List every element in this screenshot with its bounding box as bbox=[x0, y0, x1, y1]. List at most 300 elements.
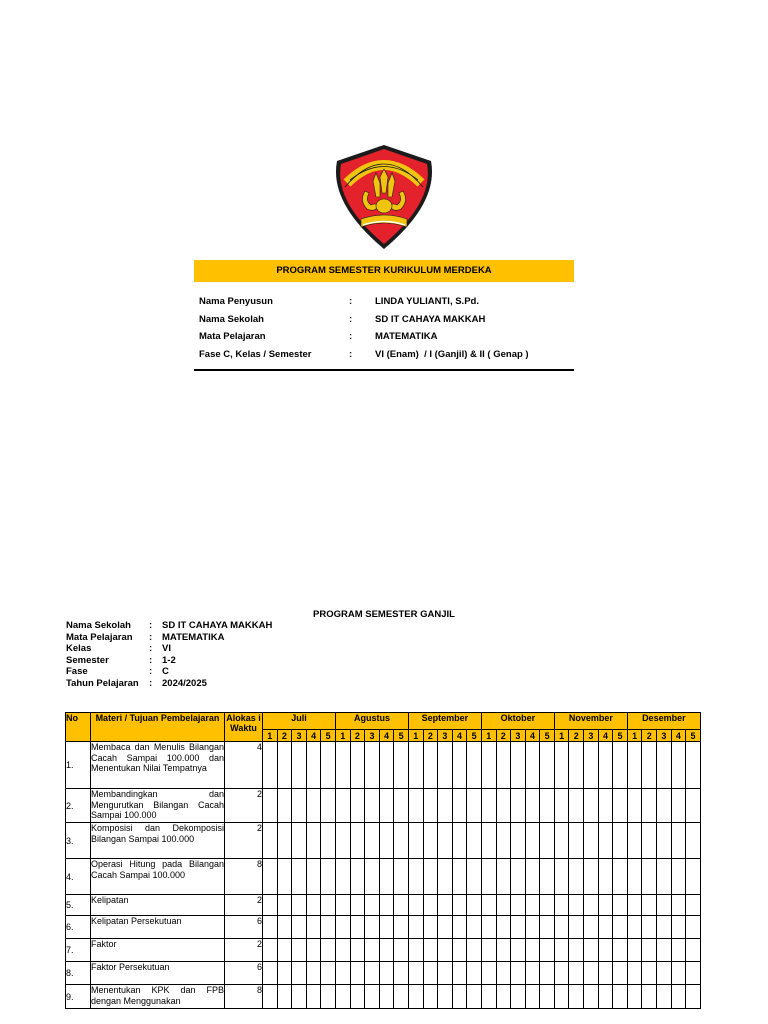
week-cell[interactable] bbox=[671, 742, 686, 789]
week-cell[interactable] bbox=[467, 939, 482, 962]
week-cell[interactable] bbox=[657, 742, 672, 789]
week-cell[interactable] bbox=[408, 823, 423, 859]
week-cell[interactable] bbox=[350, 859, 365, 895]
week-cell[interactable] bbox=[525, 962, 540, 985]
info-row-sekolah bbox=[199, 314, 574, 332]
week-cell[interactable] bbox=[263, 742, 278, 789]
meta-value: MATEMATIKA bbox=[162, 631, 225, 643]
week-cell[interactable] bbox=[263, 789, 278, 823]
semester-title: PROGRAM SEMESTER GANJIL bbox=[313, 609, 455, 620]
week-cell[interactable] bbox=[686, 823, 701, 859]
week-cell[interactable] bbox=[423, 789, 438, 823]
week-cell[interactable] bbox=[335, 962, 350, 985]
week-cell[interactable] bbox=[642, 789, 657, 823]
week-cell[interactable] bbox=[321, 939, 336, 962]
row-alokasi: 2 bbox=[225, 823, 263, 859]
week-cell[interactable] bbox=[321, 985, 336, 1009]
week-cell[interactable] bbox=[657, 859, 672, 895]
week-cell[interactable] bbox=[350, 789, 365, 823]
week-cell[interactable] bbox=[540, 916, 555, 939]
week-cell[interactable] bbox=[511, 859, 526, 895]
week-cell[interactable] bbox=[642, 962, 657, 985]
week-cell[interactable] bbox=[277, 789, 292, 823]
week-cell[interactable] bbox=[627, 859, 642, 895]
week-cell[interactable] bbox=[613, 985, 628, 1009]
week-cell[interactable] bbox=[686, 895, 701, 916]
week-cell[interactable] bbox=[525, 985, 540, 1009]
week-cell[interactable] bbox=[598, 859, 613, 895]
week-cell[interactable] bbox=[423, 895, 438, 916]
week-cell[interactable] bbox=[657, 985, 672, 1009]
week-cell[interactable] bbox=[598, 916, 613, 939]
week-cell[interactable] bbox=[306, 789, 321, 823]
week-cell[interactable] bbox=[452, 962, 467, 985]
week-cell[interactable] bbox=[496, 789, 511, 823]
week-cell[interactable] bbox=[686, 916, 701, 939]
week-cell[interactable] bbox=[292, 985, 307, 1009]
week-header: 2 bbox=[277, 730, 292, 742]
tut-wuri-handayani-logo bbox=[331, 143, 437, 251]
table-row bbox=[66, 823, 701, 859]
week-cell[interactable] bbox=[671, 823, 686, 859]
week-cell[interactable] bbox=[438, 916, 453, 939]
week-cell[interactable] bbox=[394, 962, 409, 985]
week-cell[interactable] bbox=[306, 962, 321, 985]
week-cell[interactable] bbox=[365, 916, 380, 939]
week-cell[interactable] bbox=[627, 789, 642, 823]
meta-colon: : bbox=[149, 654, 153, 666]
week-cell[interactable] bbox=[496, 962, 511, 985]
week-cell[interactable] bbox=[467, 789, 482, 823]
week-cell[interactable] bbox=[321, 823, 336, 859]
week-cell[interactable] bbox=[452, 789, 467, 823]
week-cell[interactable] bbox=[569, 789, 584, 823]
week-cell[interactable] bbox=[467, 895, 482, 916]
week-cell[interactable] bbox=[569, 962, 584, 985]
week-cell[interactable] bbox=[686, 742, 701, 789]
week-cell[interactable] bbox=[263, 823, 278, 859]
week-cell[interactable] bbox=[408, 985, 423, 1009]
week-cell[interactable] bbox=[365, 985, 380, 1009]
week-cell[interactable] bbox=[598, 823, 613, 859]
week-cell[interactable] bbox=[642, 916, 657, 939]
week-header: 3 bbox=[438, 730, 453, 742]
week-header: 3 bbox=[365, 730, 380, 742]
week-cell[interactable] bbox=[496, 985, 511, 1009]
week-cell[interactable] bbox=[554, 985, 569, 1009]
week-cell[interactable] bbox=[277, 916, 292, 939]
week-cell[interactable] bbox=[481, 939, 496, 962]
week-cell[interactable] bbox=[408, 962, 423, 985]
week-cell[interactable] bbox=[394, 939, 409, 962]
week-cell[interactable] bbox=[467, 962, 482, 985]
week-cell[interactable] bbox=[511, 985, 526, 1009]
week-cell[interactable] bbox=[365, 962, 380, 985]
week-cell[interactable] bbox=[423, 742, 438, 789]
week-cell[interactable] bbox=[277, 895, 292, 916]
week-cell[interactable] bbox=[554, 916, 569, 939]
week-cell[interactable] bbox=[657, 916, 672, 939]
week-cell[interactable] bbox=[263, 916, 278, 939]
row-alokasi: 2 bbox=[225, 789, 263, 823]
week-cell[interactable] bbox=[525, 742, 540, 789]
week-cell[interactable] bbox=[584, 962, 599, 985]
week-cell[interactable] bbox=[554, 895, 569, 916]
week-cell[interactable] bbox=[438, 859, 453, 895]
week-cell[interactable] bbox=[452, 823, 467, 859]
week-cell[interactable] bbox=[379, 895, 394, 916]
week-cell[interactable] bbox=[277, 962, 292, 985]
week-cell[interactable] bbox=[525, 939, 540, 962]
week-cell[interactable] bbox=[481, 859, 496, 895]
week-cell[interactable] bbox=[496, 742, 511, 789]
week-cell[interactable] bbox=[686, 962, 701, 985]
week-cell[interactable] bbox=[306, 859, 321, 895]
week-cell[interactable] bbox=[569, 985, 584, 1009]
week-cell[interactable] bbox=[394, 985, 409, 1009]
week-cell[interactable] bbox=[511, 895, 526, 916]
week-cell[interactable] bbox=[292, 859, 307, 895]
week-cell[interactable] bbox=[540, 742, 555, 789]
week-cell[interactable] bbox=[365, 859, 380, 895]
meta-colon: : bbox=[149, 643, 153, 654]
week-cell[interactable] bbox=[467, 985, 482, 1009]
week-cell[interactable] bbox=[438, 895, 453, 916]
week-cell[interactable] bbox=[525, 823, 540, 859]
week-cell[interactable] bbox=[408, 939, 423, 962]
week-cell[interactable] bbox=[511, 916, 526, 939]
week-cell[interactable] bbox=[423, 939, 438, 962]
week-cell[interactable] bbox=[467, 916, 482, 939]
week-cell[interactable] bbox=[569, 939, 584, 962]
week-cell[interactable] bbox=[627, 895, 642, 916]
week-cell[interactable] bbox=[569, 823, 584, 859]
week-cell[interactable] bbox=[569, 916, 584, 939]
week-cell[interactable] bbox=[481, 742, 496, 789]
week-cell[interactable] bbox=[671, 985, 686, 1009]
week-cell[interactable] bbox=[598, 939, 613, 962]
week-cell[interactable] bbox=[335, 916, 350, 939]
week-cell[interactable] bbox=[263, 859, 278, 895]
week-cell[interactable] bbox=[408, 859, 423, 895]
week-cell[interactable] bbox=[379, 985, 394, 1009]
week-cell[interactable] bbox=[321, 789, 336, 823]
week-cell[interactable] bbox=[481, 962, 496, 985]
week-cell[interactable] bbox=[423, 823, 438, 859]
week-cell[interactable] bbox=[481, 916, 496, 939]
week-cell[interactable] bbox=[394, 916, 409, 939]
week-cell[interactable] bbox=[554, 789, 569, 823]
week-cell[interactable] bbox=[613, 962, 628, 985]
week-cell[interactable] bbox=[292, 742, 307, 789]
week-cell[interactable] bbox=[540, 859, 555, 895]
week-cell[interactable] bbox=[554, 823, 569, 859]
week-cell[interactable] bbox=[306, 916, 321, 939]
week-cell[interactable] bbox=[394, 895, 409, 916]
week-cell[interactable] bbox=[686, 985, 701, 1009]
week-cell[interactable] bbox=[394, 742, 409, 789]
week-cell[interactable] bbox=[350, 895, 365, 916]
info-label: Nama Sekolah bbox=[199, 313, 264, 325]
week-cell[interactable] bbox=[467, 742, 482, 789]
week-cell[interactable] bbox=[496, 939, 511, 962]
week-cell[interactable] bbox=[277, 939, 292, 962]
week-cell[interactable] bbox=[335, 985, 350, 1009]
week-cell[interactable] bbox=[350, 962, 365, 985]
week-cell[interactable] bbox=[613, 916, 628, 939]
week-cell[interactable] bbox=[423, 916, 438, 939]
week-cell[interactable] bbox=[379, 962, 394, 985]
week-cell[interactable] bbox=[452, 742, 467, 789]
week-cell[interactable] bbox=[540, 962, 555, 985]
week-cell[interactable] bbox=[584, 823, 599, 859]
week-cell[interactable] bbox=[350, 985, 365, 1009]
week-cell[interactable] bbox=[686, 939, 701, 962]
week-cell[interactable] bbox=[598, 895, 613, 916]
week-cell[interactable] bbox=[277, 859, 292, 895]
week-cell[interactable] bbox=[292, 916, 307, 939]
week-cell[interactable] bbox=[438, 789, 453, 823]
week-cell[interactable] bbox=[642, 742, 657, 789]
week-cell[interactable] bbox=[554, 962, 569, 985]
week-cell[interactable] bbox=[540, 939, 555, 962]
week-cell[interactable] bbox=[671, 789, 686, 823]
week-cell[interactable] bbox=[350, 939, 365, 962]
week-cell[interactable] bbox=[394, 823, 409, 859]
week-cell[interactable] bbox=[335, 895, 350, 916]
week-cell[interactable] bbox=[452, 916, 467, 939]
week-cell[interactable] bbox=[671, 916, 686, 939]
info-value: LINDA YULIANTI, S.Pd. bbox=[375, 296, 479, 307]
week-cell[interactable] bbox=[438, 962, 453, 985]
week-cell[interactable] bbox=[525, 916, 540, 939]
week-cell[interactable] bbox=[306, 823, 321, 859]
week-cell[interactable] bbox=[511, 962, 526, 985]
week-cell[interactable] bbox=[438, 939, 453, 962]
week-cell[interactable] bbox=[598, 789, 613, 823]
week-cell[interactable] bbox=[335, 742, 350, 789]
row-materi: Kelipatan Persekutuan bbox=[91, 916, 225, 939]
week-cell[interactable] bbox=[496, 823, 511, 859]
week-cell[interactable] bbox=[657, 789, 672, 823]
week-cell[interactable] bbox=[292, 962, 307, 985]
week-cell[interactable] bbox=[496, 895, 511, 916]
week-cell[interactable] bbox=[598, 962, 613, 985]
week-cell[interactable] bbox=[408, 916, 423, 939]
week-cell[interactable] bbox=[554, 939, 569, 962]
week-cell[interactable] bbox=[496, 859, 511, 895]
week-cell[interactable] bbox=[306, 895, 321, 916]
week-cell[interactable] bbox=[511, 939, 526, 962]
week-cell[interactable] bbox=[627, 962, 642, 985]
week-cell[interactable] bbox=[584, 742, 599, 789]
week-cell[interactable] bbox=[438, 985, 453, 1009]
week-cell[interactable] bbox=[452, 859, 467, 895]
week-cell[interactable] bbox=[525, 859, 540, 895]
week-cell[interactable] bbox=[263, 962, 278, 985]
week-cell[interactable] bbox=[263, 939, 278, 962]
week-cell[interactable] bbox=[642, 939, 657, 962]
week-cell[interactable] bbox=[438, 742, 453, 789]
week-cell[interactable] bbox=[481, 789, 496, 823]
week-cell[interactable] bbox=[627, 985, 642, 1009]
week-cell[interactable] bbox=[613, 939, 628, 962]
week-cell[interactable] bbox=[365, 789, 380, 823]
week-cell[interactable] bbox=[306, 742, 321, 789]
week-cell[interactable] bbox=[408, 895, 423, 916]
week-cell[interactable] bbox=[613, 859, 628, 895]
week-cell[interactable] bbox=[335, 789, 350, 823]
week-cell[interactable] bbox=[350, 823, 365, 859]
week-cell[interactable] bbox=[452, 985, 467, 1009]
week-cell[interactable] bbox=[335, 939, 350, 962]
week-cell[interactable] bbox=[598, 742, 613, 789]
week-cell[interactable] bbox=[627, 916, 642, 939]
week-cell[interactable] bbox=[540, 985, 555, 1009]
semester-schedule-table bbox=[65, 712, 701, 1009]
week-cell[interactable] bbox=[613, 789, 628, 823]
week-cell[interactable] bbox=[511, 823, 526, 859]
info-row-penyusun bbox=[199, 296, 574, 314]
week-cell[interactable] bbox=[642, 985, 657, 1009]
week-cell[interactable] bbox=[423, 962, 438, 985]
week-cell[interactable] bbox=[481, 985, 496, 1009]
week-cell[interactable] bbox=[540, 789, 555, 823]
week-cell[interactable] bbox=[511, 789, 526, 823]
week-cell[interactable] bbox=[686, 789, 701, 823]
week-cell[interactable] bbox=[569, 895, 584, 916]
week-cell[interactable] bbox=[423, 859, 438, 895]
week-cell[interactable] bbox=[292, 823, 307, 859]
week-cell[interactable] bbox=[613, 823, 628, 859]
info-colon: : bbox=[349, 296, 353, 307]
week-cell[interactable] bbox=[452, 895, 467, 916]
week-cell[interactable] bbox=[627, 742, 642, 789]
week-cell[interactable] bbox=[335, 859, 350, 895]
week-cell[interactable] bbox=[657, 939, 672, 962]
week-cell[interactable] bbox=[379, 859, 394, 895]
week-cell[interactable] bbox=[467, 823, 482, 859]
week-cell[interactable] bbox=[467, 859, 482, 895]
week-cell[interactable] bbox=[365, 742, 380, 789]
week-cell[interactable] bbox=[365, 823, 380, 859]
week-cell[interactable] bbox=[306, 939, 321, 962]
week-cell[interactable] bbox=[569, 742, 584, 789]
week-cell[interactable] bbox=[657, 823, 672, 859]
week-cell[interactable] bbox=[277, 742, 292, 789]
meta-colon: : bbox=[149, 620, 153, 631]
cover-title: PROGRAM SEMESTER KURIKULUM MERDEKA bbox=[194, 260, 574, 282]
week-cell[interactable] bbox=[554, 742, 569, 789]
week-cell[interactable] bbox=[394, 789, 409, 823]
week-cell[interactable] bbox=[350, 742, 365, 789]
week-cell[interactable] bbox=[277, 823, 292, 859]
week-cell[interactable] bbox=[365, 939, 380, 962]
week-cell[interactable] bbox=[321, 962, 336, 985]
week-cell[interactable] bbox=[671, 895, 686, 916]
table-row bbox=[66, 895, 701, 916]
week-cell[interactable] bbox=[292, 895, 307, 916]
week-cell[interactable] bbox=[540, 823, 555, 859]
week-cell[interactable] bbox=[263, 985, 278, 1009]
week-cell[interactable] bbox=[686, 859, 701, 895]
week-cell[interactable] bbox=[321, 895, 336, 916]
week-cell[interactable] bbox=[263, 895, 278, 916]
week-cell[interactable] bbox=[321, 859, 336, 895]
week-cell[interactable] bbox=[584, 985, 599, 1009]
week-cell[interactable] bbox=[613, 895, 628, 916]
week-cell[interactable] bbox=[379, 939, 394, 962]
week-cell[interactable] bbox=[423, 985, 438, 1009]
info-label: Mata Pelajaran bbox=[199, 331, 266, 342]
week-cell[interactable] bbox=[627, 939, 642, 962]
week-cell[interactable] bbox=[540, 895, 555, 916]
week-cell[interactable] bbox=[379, 789, 394, 823]
week-cell[interactable] bbox=[481, 823, 496, 859]
week-header: 2 bbox=[569, 730, 584, 742]
week-cell[interactable] bbox=[277, 985, 292, 1009]
week-cell[interactable] bbox=[408, 789, 423, 823]
week-cell[interactable] bbox=[671, 939, 686, 962]
info-row-mapel bbox=[199, 331, 574, 349]
week-cell[interactable] bbox=[657, 962, 672, 985]
week-cell[interactable] bbox=[525, 789, 540, 823]
week-cell[interactable] bbox=[321, 742, 336, 789]
week-cell[interactable] bbox=[584, 789, 599, 823]
week-cell[interactable] bbox=[671, 859, 686, 895]
week-cell[interactable] bbox=[584, 895, 599, 916]
week-cell[interactable] bbox=[627, 823, 642, 859]
week-cell[interactable] bbox=[584, 939, 599, 962]
week-cell[interactable] bbox=[379, 742, 394, 789]
week-header: 1 bbox=[554, 730, 569, 742]
week-cell[interactable] bbox=[350, 916, 365, 939]
week-header: 5 bbox=[686, 730, 701, 742]
week-cell[interactable] bbox=[292, 939, 307, 962]
week-cell[interactable] bbox=[657, 895, 672, 916]
week-cell[interactable] bbox=[292, 789, 307, 823]
week-cell[interactable] bbox=[642, 823, 657, 859]
week-cell[interactable] bbox=[584, 916, 599, 939]
row-alokasi: 2 bbox=[225, 939, 263, 962]
week-cell[interactable] bbox=[379, 823, 394, 859]
week-cell[interactable] bbox=[642, 895, 657, 916]
week-header: 1 bbox=[263, 730, 278, 742]
week-cell[interactable] bbox=[554, 859, 569, 895]
week-cell[interactable] bbox=[394, 859, 409, 895]
week-cell[interactable] bbox=[365, 895, 380, 916]
week-cell[interactable] bbox=[642, 859, 657, 895]
week-cell[interactable] bbox=[496, 916, 511, 939]
week-cell[interactable] bbox=[671, 962, 686, 985]
week-cell[interactable] bbox=[569, 859, 584, 895]
week-cell[interactable] bbox=[584, 859, 599, 895]
week-cell[interactable] bbox=[452, 939, 467, 962]
week-cell[interactable] bbox=[598, 985, 613, 1009]
meta-label: Semester bbox=[66, 654, 109, 666]
week-cell[interactable] bbox=[525, 895, 540, 916]
week-cell[interactable] bbox=[511, 742, 526, 789]
week-cell[interactable] bbox=[438, 823, 453, 859]
meta-value: 1-2 bbox=[162, 654, 176, 666]
week-cell[interactable] bbox=[481, 895, 496, 916]
week-cell[interactable] bbox=[335, 823, 350, 859]
week-cell[interactable] bbox=[613, 742, 628, 789]
week-cell[interactable] bbox=[306, 985, 321, 1009]
week-cell[interactable] bbox=[321, 916, 336, 939]
week-cell[interactable] bbox=[379, 916, 394, 939]
week-cell[interactable] bbox=[408, 742, 423, 789]
